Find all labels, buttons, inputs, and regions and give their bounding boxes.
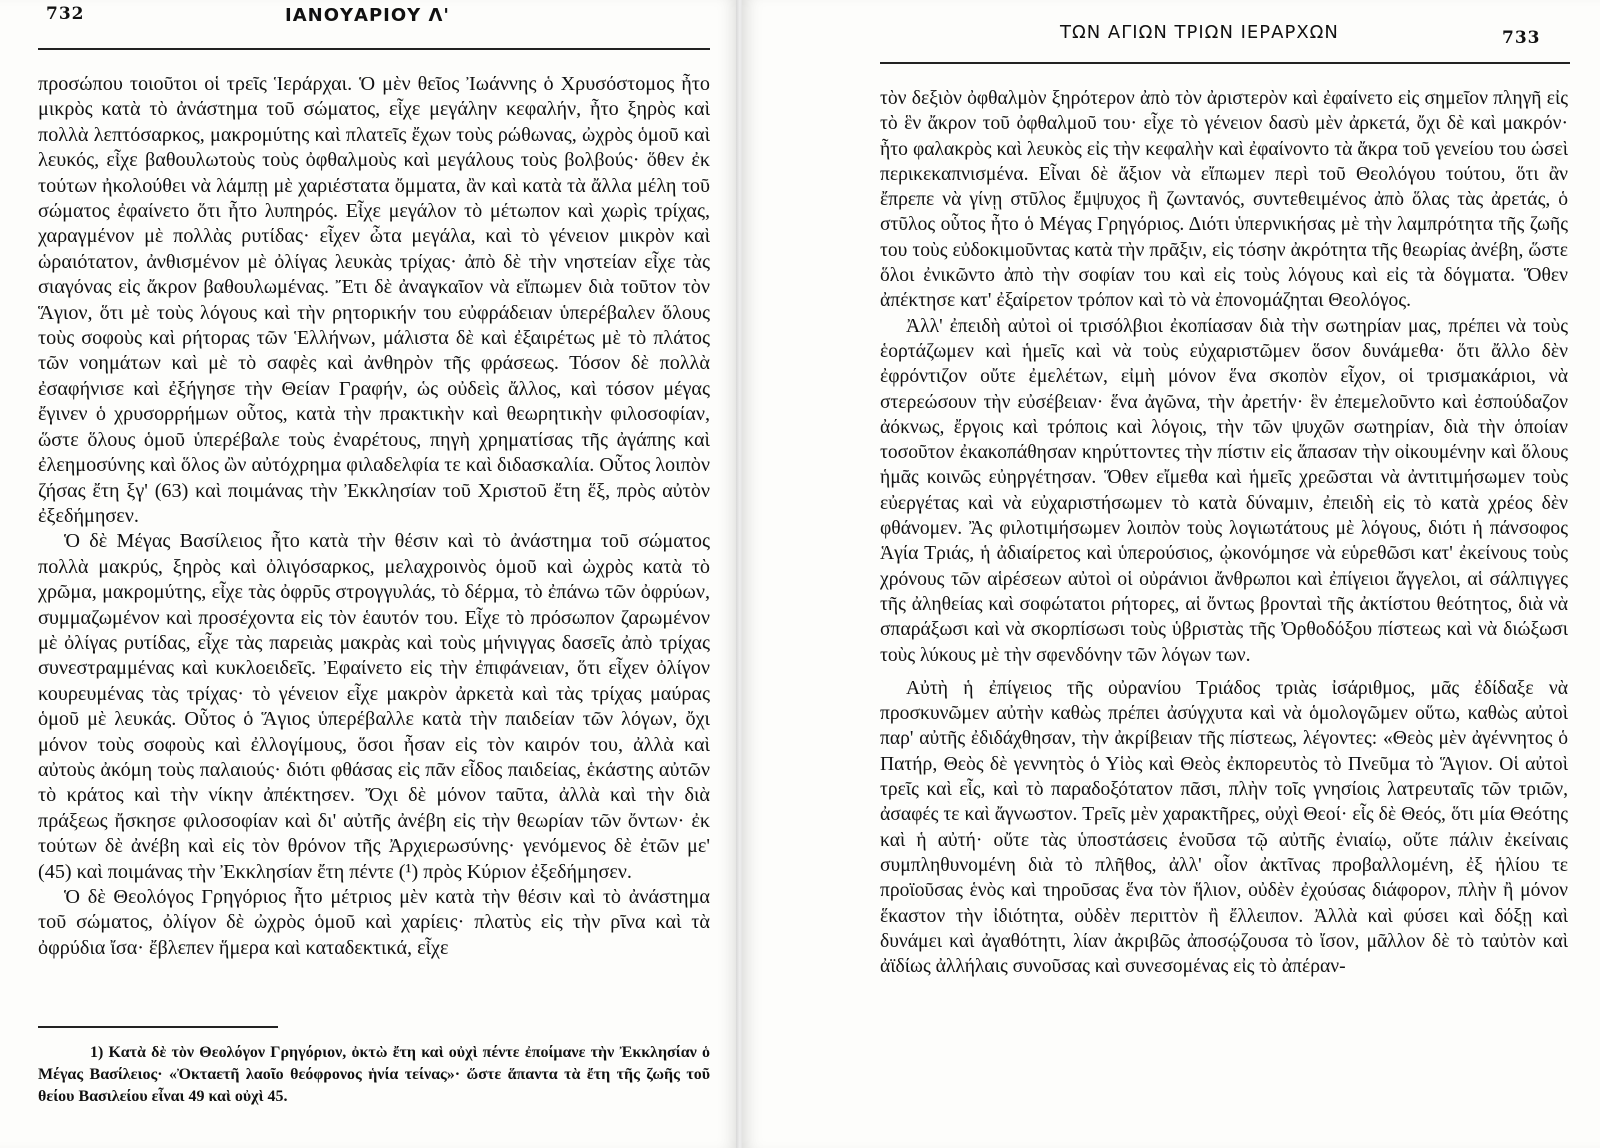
right-page	[742, 0, 1600, 1148]
page-number: 732	[46, 4, 85, 24]
footnote: 1) Κατὰ δὲ τὸν Θεολόγον Γρηγόριον, ὀκτὼ ἔτη καὶ οὐχὶ πέντε ἐποίμανε τὴν Ἐκκλησίαν ὁ Μέγας Βασίλειος· «Ὀκταετῆ λαοῖο θεόφρονος ἡνία τείνας»· ὥστε ἅπαντα τὰ ἔτη τῆς ζωῆς τοῦ θείου Βασιλείου εἶναι 49 καὶ οὐχὶ 45.	[38, 1044, 710, 1105]
paragraph: Ὁ δὲ Μέγας Βασίλειος ἦτο κατὰ τὴν θέσιν καὶ τὸ ἀνάστημα τοῦ σώματος πολλὰ μακρύς, ξηρὸς καὶ ὀλιγόσαρκος, μελαχροινὸς ὁμοῦ καὶ ὠχρὸς κατὰ τὸ χρῶμα, μακρομύτης, εἶχε τὰς ὀφρῦς στρογγυλάς, τὸ δέρμα, τὸ ἐπάνω τῶν ὀφρύων, συμμαζωμένον καὶ προσέχοντα εἰς τὸν ἑαυτόν του. Εἶχε τὸ πρόσωπον ζαρωμένον μὲ ὀλίγας ρυτίδας, εἶχε τὰς παρειὰς μακρὰς καὶ τοὺς μήνιγγας δασεῖς ἀπὸ τρίχας συνεστραμμένας καὶ κυκλοειδεῖς. Ἐφαίνετο εἰς τὴν ἐπιφάνειαν, ὅτι εἶχεν ὀλίγον κουρευμένας τὰς τρίχας· τὸ γένειον εἶχε μακρὸν ἀρκετὰ καὶ τὰς τρίχας μαύρας ὁμοῦ μὲ λευκάς. Οὗτος ὁ Ἅγιος ὑπερέβαλλε κατὰ τὴν παιδείαν τῶν λόγων, ὄχι μόνον τοὺς σοφοὺς καὶ ἐλλογίμους, ὅσοι ἦσαν εἰς τὸν καιρόν του, ἀλλὰ καὶ αὐτοὺς ἀκόμη τοὺς παλαιούς· διότι φθάσας εἰς πᾶν εἶδος παιδείας, ἑκάστης αὐτῶν τὸ κράτος καὶ τὴν νίκην ἀπέκτησεν. Ὄχι δὲ μόνον ταῦτα, ἀλλὰ καὶ τὴν διὰ πράξεως ἤσκησε φιλοσοφίαν καὶ δι' αὐτῆς ἀνέβη εἰς τὴν θεωρίαν τῶν ὄντων· ἐκ τούτων δὲ ἀνέβη καὶ εἰς τὸν θρόνον τῆς Ἀρχιερωσύνης· γενόμενος δὲ ἐτῶν με' (45) καὶ ποιμάνας τὴν Ἐκκλησίαν ἔτη πέντε (¹) πρὸς Κύριον ἐξεδήμησεν.	[38, 530, 710, 883]
paragraph: Ὁ δὲ Θεολόγος Γρηγόριος ἦτο μέτριος μὲν κατὰ τὴν θέσιν καὶ τὸ ἀνάστημα τοῦ σώματος, ὀλίγον δὲ ὠχρὸς ὁμοῦ καὶ χαρίεις· πλατὺς εἰς τὴν ρῖνα καὶ τὰ ὀφρύδια ἴσα· ἔβλεπεν ἥμερα καὶ καταδεκτικά, εἶχε	[38, 886, 710, 959]
header-rule	[880, 62, 1570, 64]
running-head: ΤΩΝ ΑΓΙΩΝ ΤΡΙΩΝ ΙΕΡΑΡΧΩΝ	[1060, 22, 1339, 43]
body-text	[880, 86, 1568, 979]
paragraph: Ἀλλ' ἐπειδὴ αὐτοὶ οἱ τρισόλβιοι ἐκοπίασαν διὰ τὴν σωτηρίαν μας, πρέπει νὰ τοὺς ἑορτάζωμεν καὶ ἡμεῖς καὶ νὰ τοὺς εὐχαριστῶμεν ὅσον δυνάμεθα· ὅτι ἄλλο δὲν ἐφρόντιζον οὔτε ἐμελέτων, εἰμὴ μόνον ἕνα σκοπὸν εἶχον, οἱ τρισμακάριοι, νὰ στερεώσουν τὴν εὐσέβειαν· ἕνα ἀγῶνα, τὴν ἀρετήν· ἓν ἐπεμελοῦντο καὶ ἐσπούδαζον ἀόκνως, ἔργοις καὶ τρόποις καὶ λόγοις, τὴν τῶν ψυχῶν σωτηρίαν, διὰ τὴν ὁποίαν τοσοῦτον ἐκακοπάθησαν κηρύττοντες τὴν πίστιν εἰς ἅπασαν τὴν οἰκουμένην καὶ ὅλους ἡμᾶς κοινῶς εὐηργέτησαν. Ὅθεν εἴμεθα καὶ ἡμεῖς χρεῶσται νὰ ἀντιτιμήσωμεν τοὺς εὐεργέτας καὶ νὰ εὐχαριστήσωμεν τὸ κατὰ δύναμιν, ἐπειδὴ εἰς τὸ κατὰ χρέος δὲν φθάνομεν. Ἂς φιλοτιμήσωμεν λοιπὸν τοὺς λογιωτάτους μὲ λόγους, διότι ἡ πάνσοφος Ἁγία Τριάς, ἡ ἀδιαίρετος καὶ ὑπερούσιος, ᾠκονόμησε νὰ εὑρεθῶσι κατ' ἐκείνους τοὺς χρόνους τῶν αἱρέσεων αὐτοὶ οἱ οὐράνιοι ἄνθρωποι καὶ ἐπίγειοι ἄγγελοι, αἱ σάλπιγγες τῆς ἀληθείας καὶ σοφώτατοι ρήτορες, αἱ ὄντως βρονταὶ τῆς ἀκτίστου θεότητος, διὰ νὰ σπαράξωσι καὶ νὰ σκορπίσωσι τοὺς ὑβριστὰς τῆς Ὀρθοδόξου πίστεως καὶ νὰ διώξωσι τοὺς λύκους μὲ τὴν σφενδόνην τῶν λόγων των.	[880, 315, 1568, 666]
left-page	[0, 0, 738, 1148]
footnote-rule	[38, 1026, 278, 1028]
header-rule	[38, 48, 710, 50]
body-text	[38, 72, 710, 961]
paragraph: προσώπου τοιοῦτοι οἱ τρεῖς Ἱεράρχαι. Ὁ μὲν θεῖος Ἰωάννης ὁ Χρυσόστομος ἦτο μικρὸς κατὰ τὸ ἀνάστημα τοῦ σώματος, εἶχε μεγάλην κεφαλήν, ἦτο ξηρὸς καὶ πολλὰ λεπτόσαρκος, μακρομύτης καὶ πλατεῖς ἔχων τοὺς ρώθωνας, ὠχρὸς ὁμοῦ καὶ λευκός, εἶχε βαθουλωτοὺς τοὺς ὀφθαλμοὺς καὶ μεγάλους τοὺς βολβούς· ὅθεν ἐκ τούτων ἠκολούθει νὰ λάμπῃ μὲ χαριέστατα ὄμματα, ἂν καὶ κατὰ τὰ ἄλλα μέλη τοῦ σώματος ἐφαίνετο ὅτι ἦτο λυπηρός. Εἶχε μεγάλον τὸ μέτωπον καὶ χωρὶς τρίχας, χαραγμένον μὲ πολλὰς ρυτίδας· εἶχεν ὦτα μεγάλα, καὶ τὸ γένειον μικρὸν καὶ ὡραιότατον, ἀνθισμένον μὲ ὀλίγας λευκὰς τρίχας· ἀπὸ δὲ τὴν νηστείαν εἶχε τὰς σιαγόνας εἰς ἄκρον βαθουλωμένας. Ἔτι δὲ ἀναγκαῖον νὰ εἴπωμεν διὰ τοῦτον τὸν Ἅγιον, ὅτι μὲ τοὺς λόγους καὶ τὴν ρητορικήν του εὐφράδειαν ὑπερέβαλεν ὅλους τοὺς σοφοὺς καὶ ρήτορας τῶν Ἑλλήνων, μάλιστα δὲ καὶ ἐξαιρέτως μὲ τὸ πλάτος τῶν νοημάτων καὶ μὲ τὸ σαφὲς καὶ ἀνθηρὸν τῆς φράσεως. Τόσον δὲ πολλὰ ἐσαφήνισε καὶ ἐξήγησε τὴν Θείαν Γραφήν, ὡς οὐδεὶς ἄλλος, καὶ τόσον μέγας ἔγινεν ὁ χρυσορρήμων οὗτος, κατὰ τὴν πρακτικὴν καὶ θεωρητικὴν φιλοσοφίαν, ὥστε ὅλους ὁμοῦ ὑπερέβαλε τοὺς ἐναρέτους, πηγὴ χρηματίσας τῆς ἀγάπης καὶ ἐλεημοσύνης καὶ ὅλος ὢν αὐτόχρημα φιλαδελφία τε καὶ διδασκαλία. Οὗτος λοιπὸν ζήσας ἔτη ξγ' (63) καὶ ποιμάνας τὴν Ἐκκλησίαν τοῦ Χριστοῦ ἔτη ἕξ, πρὸς αὐτὸν ἐξεδήμησεν.	[38, 73, 710, 527]
paragraph: τὸν δεξιὸν ὀφθαλμὸν ξηρότερον ἀπὸ τὸν ἀριστερὸν καὶ ἐφαίνετο εἰς σημεῖον πληγῆ εἰς τὸ ἓν ἄκρον τοῦ ὀφθαλμοῦ του· εἶχε τὸ γένειον δασὺ μὲν ἀρκετά, ὄχι δὲ καὶ μακρόν· ἦτο φαλακρὸς καὶ λευκὸς εἰς τὴν κεφαλὴν καὶ ἐφαίνοντο τὰ ἄκρα τοῦ γενείου του ὡσεὶ περικεκαπνισμένα. Εἶναι δὲ ἄξιον νὰ εἴπωμεν περὶ τοῦ Θεολόγου τούτου, ὅτι ἂν ἔπρεπε νὰ γίνῃ στῦλος ἔμψυχος ἢ ζωντανός, συντεθειμένος ἀπὸ ὅλας τὰς ἀρετάς, ὁ στῦλος οὗτος ἦτο ὁ Μέγας Γρηγόριος. Διότι ὑπερνικήσας μὲ τὴν λαμπρότητα τῆς ζωῆς του τοὺς εὐδοκιμοῦντας κατὰ τὴν πρᾶξιν, εἰς τόσην ἀκρότητα τῆς θεωρίας ἀνέβη, ὥστε ὅλοι ἐνικῶντο ἀπὸ τὴν σοφίαν του καὶ εἰς τοὺς λόγους καὶ εἰς τὰ δόγματα. Ὅθεν ἀπέκτησε κατ' ἐξαίρετον τρόπον καὶ τὸ νὰ ἐπονομάζηται Θεολόγος.	[880, 88, 1568, 312]
running-head: ΙΑΝΟΥΑΡΙΟΥ Λ'	[285, 5, 450, 26]
page-number: 733	[1502, 28, 1541, 48]
paragraph: Αὐτὴ ἡ ἐπίγειος τῆς οὐρανίου Τριάδος τριὰς ἰσάριθμος, μᾶς ἐδίδαξε νὰ προσκυνῶμεν αὐτὴν καθὼς πρέπει ἀσύγχυτα καὶ νὰ ὁμολογῶμεν οὕτω, καθὼς αὐτοὶ παρ' αὐτῆς ἐδιδάχθησαν, τὴν ἀκρίβειαν τῆς πίστεως, λέγοντες: «Θεὸς μὲν ἀγέννητος ὁ Πατήρ, Θεὸς δὲ γεννητὸς ὁ Υἱὸς καὶ Θεὸς ἐκπορευτὸς τὸ Πνεῦμα τὸ Ἅγιον. Οἱ αὐτοὶ τρεῖς καὶ εἷς, καὶ τὸ παραδοξότατον πᾶσι, πλὴν τοῖς γνησίοις λατρευταῖς τῶν τριῶν, ἀσαφές τε καὶ ἄγνωστον. Τρεῖς μὲν χαρακτῆρες, οὐχὶ Θεοί· εἷς δὲ Θεός, ὅτι μία Θεότης καὶ ἡ αὐτή· οὔτε τὰς ὑποστάσεις ἑνοῦσα τῷ αὐτῆς ἐνιαίῳ, οὔτε πάλιν ἐκείναις συμπληθυνομένη διὰ τὸ πλῆθος, ἀλλ' οἷον ἀκτῖνας προβαλλομένη, ἐξ ἡλίου τε προϊοῦσας ἑνὸς καὶ τηροῦσας ἕνα τὸν ἥλιον, οὐδὲν ἐχούσας διάφορον, πλὴν ἢ μόνον ἕκαστον τὴν ἰδιότητα, οὐδὲν περιττὸν ἢ ἔλλειπον. Ἀλλὰ καὶ φύσει καὶ δόξῃ καὶ δυνάμει καὶ ἀγαθότητι, λίαν ἀκριβῶς ἀποσῴζουσα τὸ ἴσον, μᾶλλον δὲ τὸ ταὐτὸν καὶ ἀϊδίως ἀλλήλαις συνοῦσας καὶ συνεσομένας εἰς τὸ ἀπέραν-	[880, 677, 1568, 978]
